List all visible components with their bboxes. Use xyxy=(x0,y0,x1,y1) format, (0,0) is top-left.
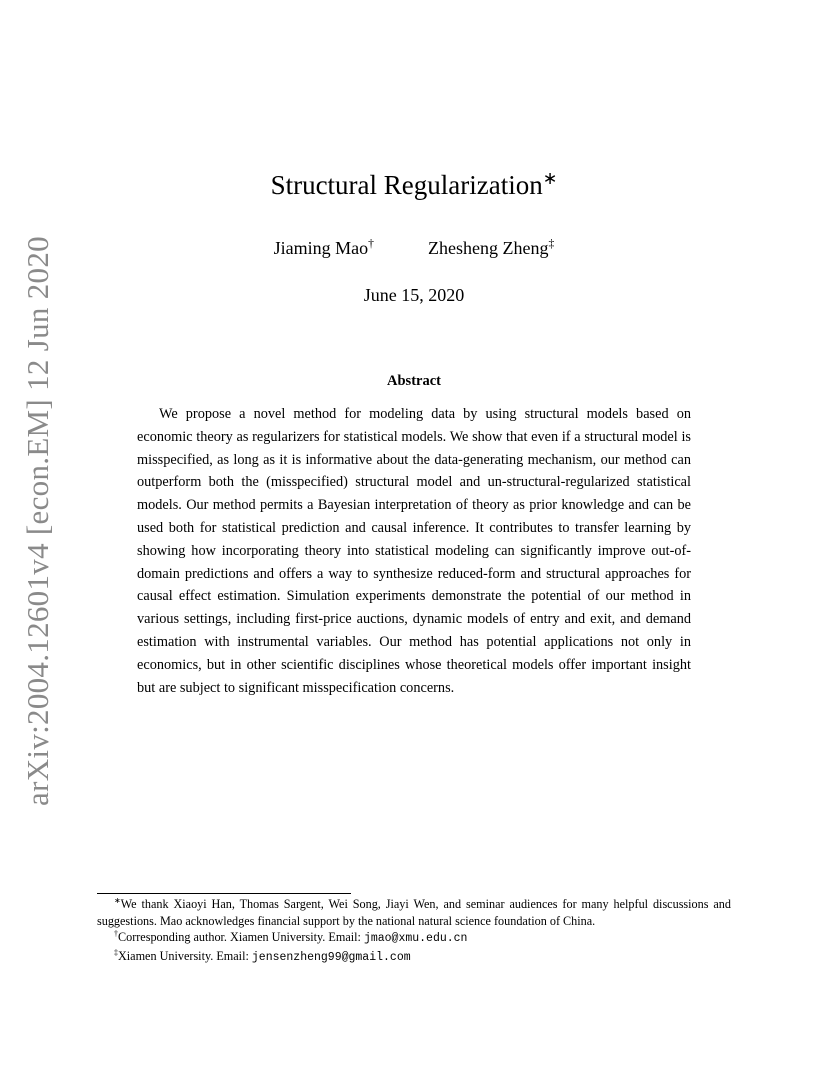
arxiv-sidebar-stamp xyxy=(18,235,58,806)
arxiv-identifier: arXiv:2004.12601v4 [econ.EM] 12 Jun 2020 xyxy=(20,235,55,806)
abstract-heading: Abstract xyxy=(387,373,441,389)
footnotes xyxy=(97,896,731,966)
paper-title xyxy=(0,170,828,201)
footnote-second-author xyxy=(97,948,731,967)
author-2 xyxy=(428,238,554,259)
footnote-mark: † xyxy=(114,928,118,938)
author-name: Jiaming Mao xyxy=(273,238,369,258)
author-mark: † xyxy=(368,237,375,250)
footnote-mark: ‡ xyxy=(114,947,118,957)
title-text: Structural Regularization xyxy=(270,170,543,200)
footnote-text: We thank Xiaoyi Han, Thomas Sargent, Wei Song, Jiayi Wen, and seminar audiences for many helpful discussions and suggestions. Mao acknowledges financial support by the national natural science foundation of China. xyxy=(97,897,731,928)
footnote-corresponding-author xyxy=(97,929,731,948)
footnote-text: Corresponding author. Xiamen University. Email: xyxy=(117,930,364,944)
abstract-text: We propose a novel method for modeling data by using structural models based on economic theory as regularizers for statistical models. We show that even if a structural model is misspecified, as long as it is informative about the data-generating mechanism, our method can outperform both the (misspecified) structural model and un-structural-regularized statistical models. Our method permits a Bayesian interpretation of theory as prior knowledge and can be used both for statistical prediction and causal inference. It contributes to transfer learning by showing how incorporating theory into statistical modeling can significantly improve out-of-domain predictions and offers a way to synthesize reduced-form and structural approaches for causal effect estimation. Simulation experiments demonstrate the potential of our method in various settings, including first-price auctions, dynamic models of entry and exit, and demand estimation with instrumental variables. Our method has potential applications not only in economics, but in other scientific disciplines whose theoretical models offer important insight but are subject to significant misspecification concerns. xyxy=(137,406,691,696)
paper-date: June 15, 2020 xyxy=(363,285,465,305)
footnote-divider xyxy=(97,893,351,894)
footnote-text: Xiamen University. Email: xyxy=(117,948,252,963)
author-1 xyxy=(274,238,374,259)
author-list xyxy=(0,238,828,259)
author-mark: ‡ xyxy=(548,237,555,250)
email-link[interactable]: jensenzheng99@gmail.com xyxy=(251,950,411,964)
title-footnote-mark: ∗ xyxy=(542,168,558,188)
footnote-mark: ∗ xyxy=(114,895,121,905)
author-name: Zhesheng Zheng xyxy=(428,238,549,258)
email-link[interactable]: jmao@xmu.edu.cn xyxy=(363,932,468,945)
footnote-acknowledgment xyxy=(97,896,731,929)
